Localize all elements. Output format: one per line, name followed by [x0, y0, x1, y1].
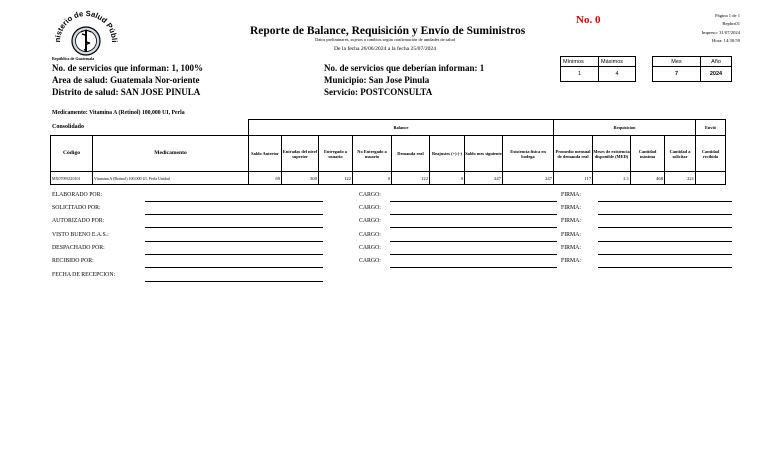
cell-entradas: 300	[282, 172, 319, 185]
label-cargo: CARGO:	[359, 205, 381, 211]
cell-cantidad-maxima: 468	[631, 172, 665, 185]
label-cargo: CARGO:	[359, 245, 381, 251]
cell-demanda-real: 122	[392, 172, 430, 185]
printed-time: Hora: 14:30:59	[712, 37, 740, 43]
line-firma[interactable]	[598, 267, 732, 268]
cell-cantidad-solicitar: 221	[665, 172, 696, 185]
health-district: Distrito de salud: SAN JOSE PINULA	[52, 87, 201, 98]
cell-saldo-anterior: 69	[249, 172, 282, 185]
page-number: Página 1 de 1	[715, 13, 740, 18]
cell-medication: Vitamina A (Retinol) 100,000 UI, Perla Unidad	[93, 172, 249, 185]
max-label: Máximos	[598, 56, 636, 67]
date-range: De la fecha 26/06/2024 a la fecha 25/07/2024	[333, 46, 437, 52]
col-existencia: Existencia física en bodega	[503, 136, 554, 172]
label-cargo: CARGO:	[359, 232, 381, 238]
ministry-seal-icon	[52, 8, 120, 58]
label-fecha-recepcion: FECHA DE RECEPCION:	[52, 272, 116, 278]
label-cargo: CARGO:	[359, 218, 381, 224]
cell-entregado: 122	[319, 172, 353, 185]
col-cantidad-solicitar: Cantidad a solicitar	[665, 136, 696, 172]
cell-saldo-mes: 247	[465, 172, 503, 185]
info-middle	[324, 62, 484, 99]
group-balance: Balance	[249, 120, 554, 136]
balance-table	[50, 119, 726, 185]
cell-meses: 2.1	[593, 172, 631, 185]
cell-code: MX07093310101	[51, 172, 93, 185]
medication-line: Medicamento: Vitamina A (Retinol) 100,000 UI, Perla	[52, 110, 185, 116]
line-cargo[interactable]	[390, 201, 557, 202]
consolidated-label: Consolidado	[52, 124, 85, 130]
col-code: Código	[51, 136, 93, 172]
info-left	[52, 62, 203, 99]
line-solicitado[interactable]	[145, 214, 323, 215]
cell-existencia: 247	[503, 172, 554, 185]
line-firma[interactable]	[598, 201, 732, 202]
label-cargo: CARGO:	[359, 258, 381, 264]
year-value: 2024	[700, 66, 732, 82]
col-medication: Medicamento	[93, 136, 249, 172]
col-cantidad-maxima: Cantidad máxima	[631, 136, 665, 172]
page-info	[660, 12, 740, 45]
column-header-row	[51, 136, 726, 172]
col-cantidad-recibida: Cantidad recibida	[696, 136, 726, 172]
col-no-entregado: No Entregado a usuario	[353, 136, 392, 172]
line-firma[interactable]	[598, 227, 732, 228]
table-row	[51, 172, 726, 185]
label-firma: FIRMA:	[561, 205, 581, 211]
line-cargo[interactable]	[390, 254, 557, 255]
label-autorizado: AUTORIZADO POR:	[52, 218, 105, 224]
line-visto-bueno[interactable]	[145, 241, 323, 242]
col-saldo-anterior: Saldo Anterior	[249, 136, 282, 172]
line-elaborado[interactable]	[145, 201, 323, 202]
col-reajustes: Reajustes (+) (-)	[430, 136, 465, 172]
cell-cantidad-recibida	[696, 172, 726, 185]
label-firma: FIRMA:	[561, 218, 581, 224]
col-demanda-real: Demanda real	[392, 136, 430, 172]
report-subtitle: Datos preliminares, sujetos a cambios según confirmación de unidades de salud	[315, 37, 455, 42]
label-visto-bueno: VISTO BUENO E.A.S.:	[52, 232, 109, 238]
col-saldo-mes: Saldo mes siguiente	[465, 136, 503, 172]
col-entregado: Entregado a usuario	[319, 136, 353, 172]
cell-promedio: 117	[554, 172, 593, 185]
health-area: Area de salud: Guatemala Nor-oriente	[52, 75, 200, 86]
line-autorizado[interactable]	[145, 227, 323, 228]
month-label: Mes	[652, 56, 701, 67]
logo-caption: República de Guatemala	[52, 56, 95, 61]
line-firma[interactable]	[598, 214, 732, 215]
line-recibido[interactable]	[145, 267, 323, 268]
max-value: 4	[598, 66, 636, 82]
report-number: No. 0	[576, 14, 601, 26]
col-entradas: Entradas del nivel superior	[282, 136, 319, 172]
label-firma: FIRMA:	[561, 192, 581, 198]
group-sent: Envió	[696, 120, 726, 136]
printed-date: Impreso: 31/07/2024	[701, 29, 740, 35]
line-cargo[interactable]	[390, 241, 557, 242]
ministry-logo	[52, 8, 120, 58]
min-label: Mínimos	[560, 56, 599, 67]
municipality: Municipio: San Jose Pinula	[324, 75, 430, 86]
col-promedio: Promedio mensual de demanda real	[554, 136, 593, 172]
label-elaborado: ELABORADO POR:	[52, 192, 103, 198]
min-value: 1	[560, 66, 599, 82]
line-firma[interactable]	[598, 241, 732, 242]
report-title: Reporte de Balance, Requisición y Envío de Suministros	[250, 25, 526, 37]
label-firma: FIRMA:	[561, 232, 581, 238]
line-cargo[interactable]	[390, 227, 557, 228]
label-firma: FIRMA:	[561, 258, 581, 264]
line-cargo[interactable]	[390, 214, 557, 215]
svg-text:Ministerio de Salud Pública: nisterio de Salud Públi	[52, 8, 120, 43]
label-cargo: CARGO:	[359, 192, 381, 198]
line-cargo[interactable]	[390, 267, 557, 268]
line-firma[interactable]	[598, 254, 732, 255]
services-reporting: No. de servicios que informan: 1, 100%	[52, 63, 203, 73]
services-should-report: No. de servicios que deberían informan: 1	[324, 63, 485, 73]
month-value: 7	[652, 66, 701, 82]
line-despachado[interactable]	[145, 254, 323, 255]
cell-no-entregado: 0	[353, 172, 392, 185]
label-firma: FIRMA:	[561, 245, 581, 251]
group-header-row	[51, 120, 726, 136]
group-requisition: Requisicion	[554, 120, 696, 136]
label-recibido: RECIBIDO POR:	[52, 258, 94, 264]
line-fecha-recepcion[interactable]	[145, 281, 323, 282]
col-meses: Meses de existencia disponible (MED)	[593, 136, 631, 172]
year-label: Año	[700, 56, 732, 67]
report-code: Repbrs01	[722, 21, 740, 27]
label-solicitado: SOLICITADO POR:	[52, 205, 101, 211]
label-despachado: DESPACHADO POR:	[52, 245, 105, 251]
service-name: Servicio: POSTCONSULTA	[324, 87, 433, 98]
cell-reajustes: 0	[430, 172, 465, 185]
